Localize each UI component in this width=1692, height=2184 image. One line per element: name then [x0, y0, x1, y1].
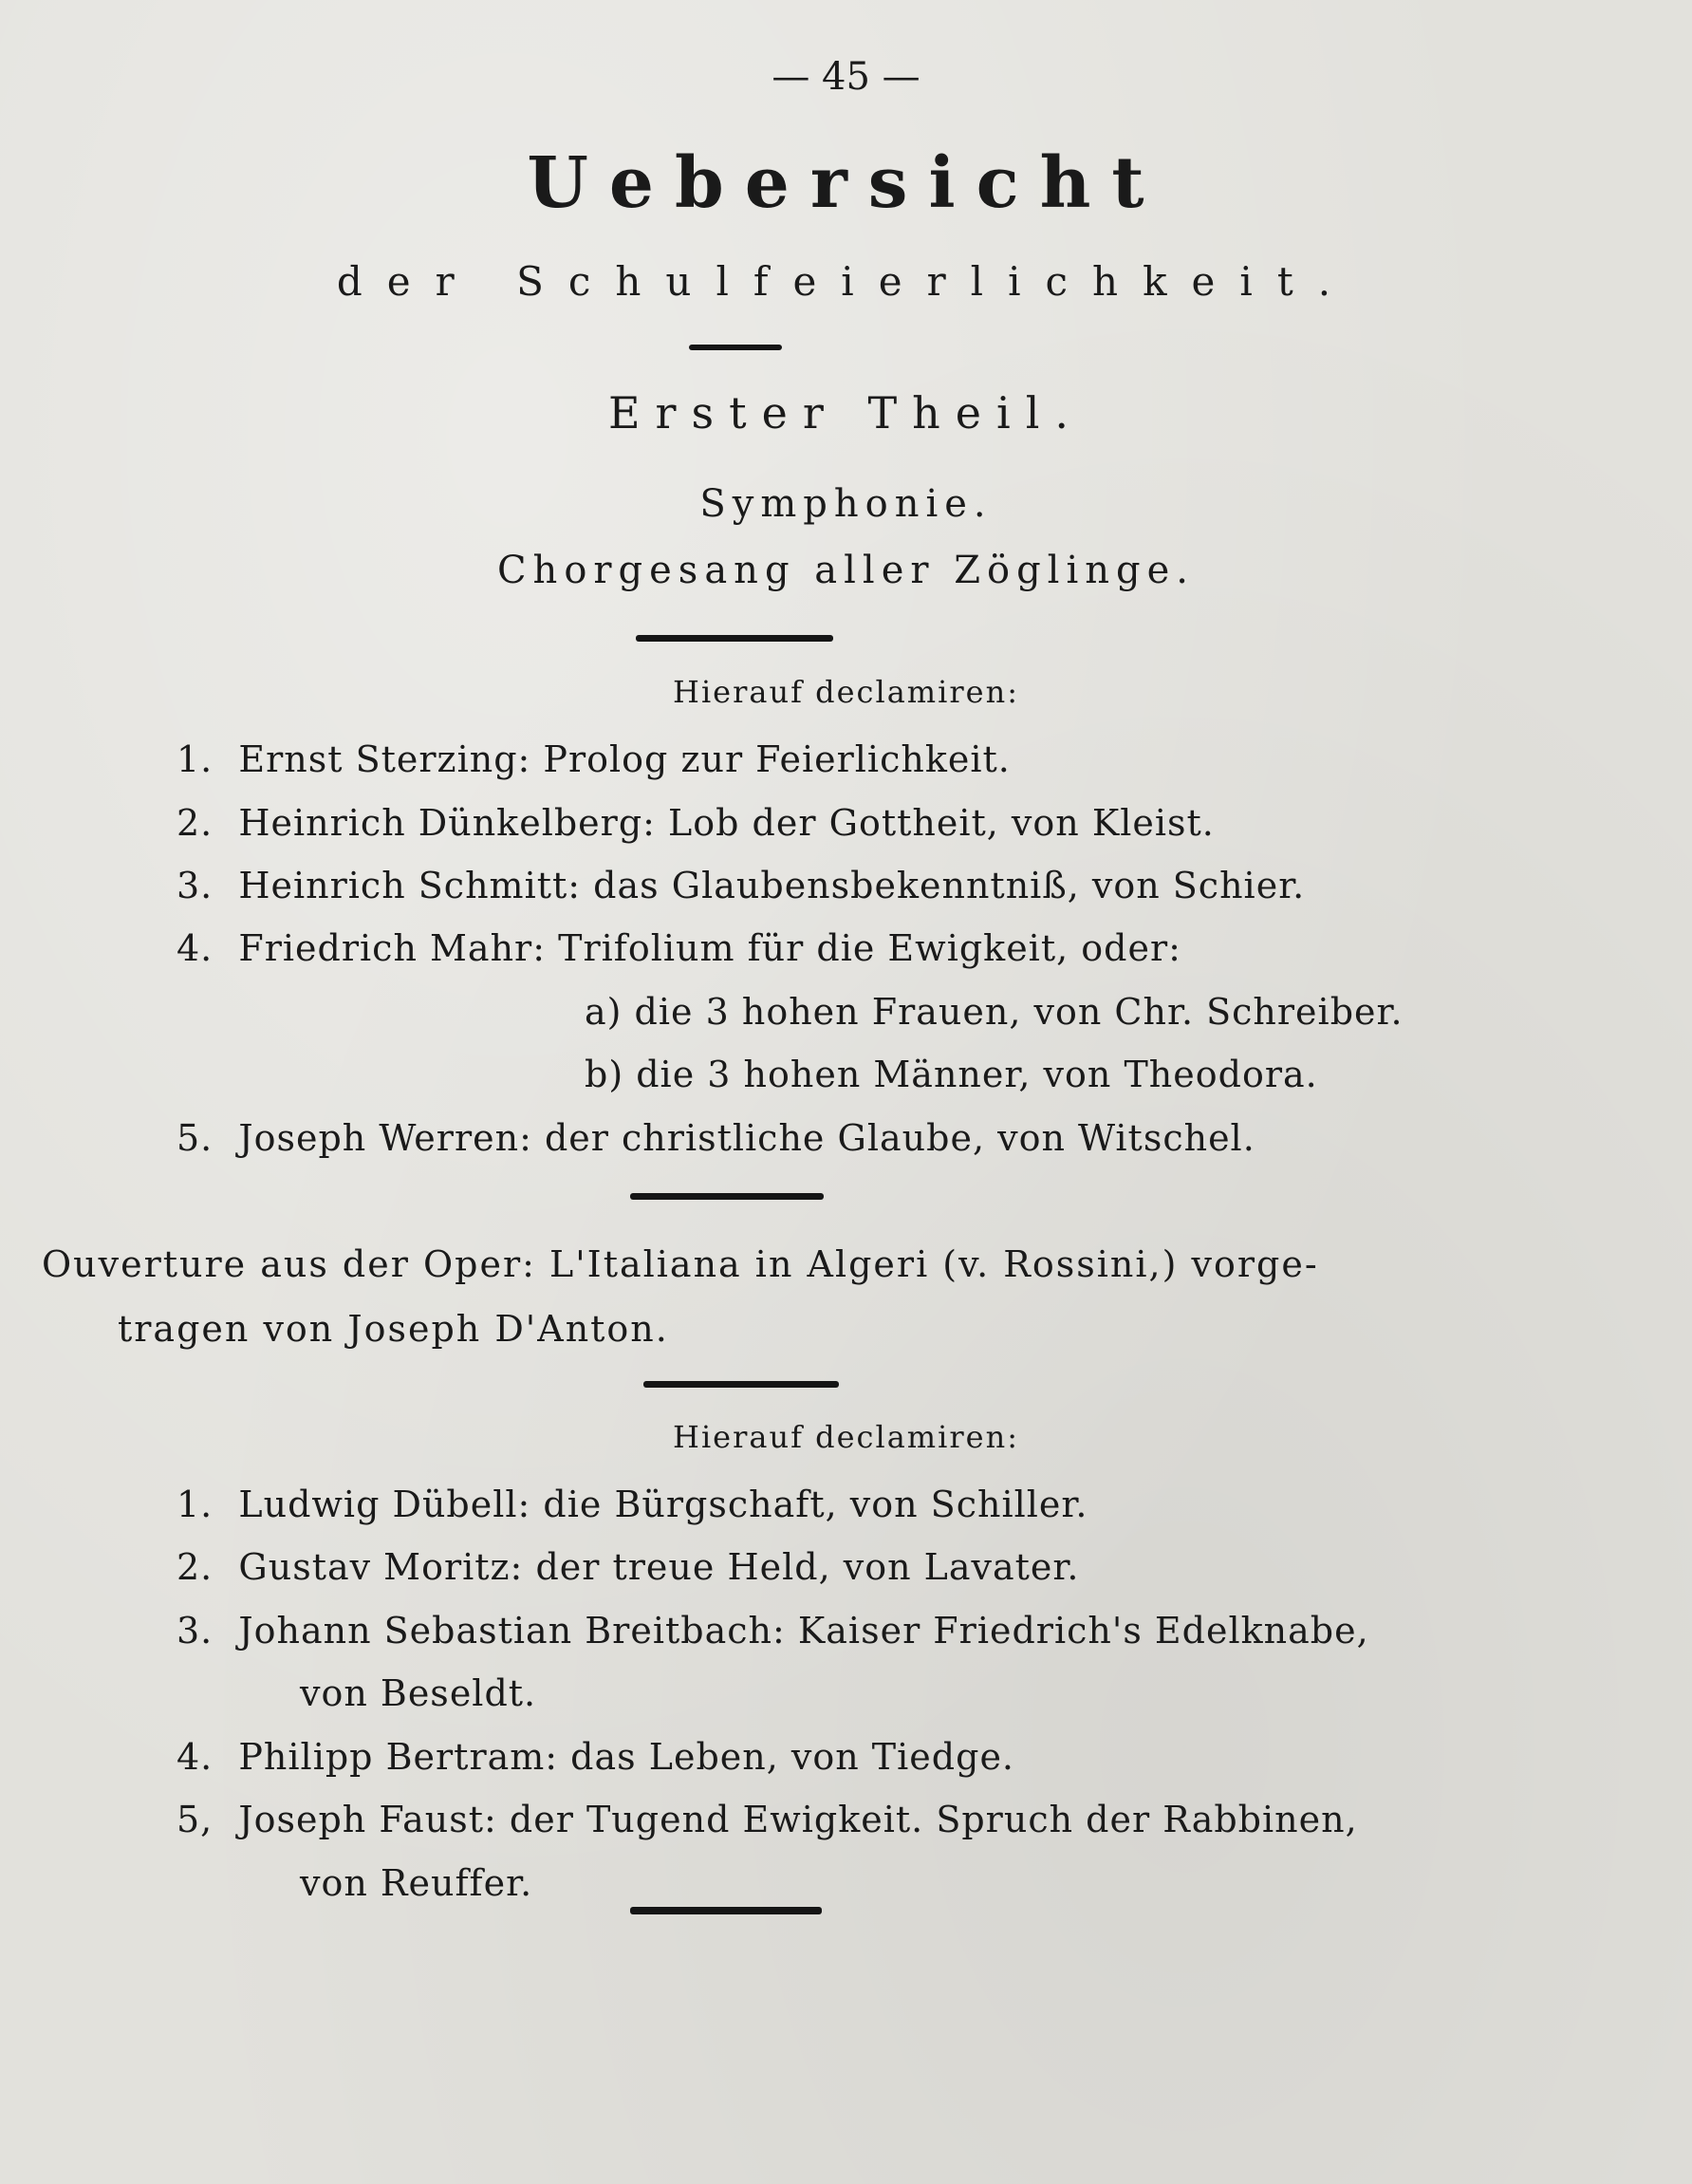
list-subitem [585, 991, 1404, 1033]
overture-line-1: Ouverture aus der Oper: L'Italiana in Algeri (v. Rossini,) vorge- [42, 1243, 1319, 1285]
list-item-continuation [300, 1672, 536, 1714]
program-symphonie: Symphonie. [699, 482, 993, 526]
list-subitem [585, 1054, 1318, 1095]
section-intro: Hierauf declamiren: [673, 1419, 1019, 1455]
list-item [177, 1799, 1358, 1840]
item-number: 3. [177, 1610, 214, 1652]
divider-rule [636, 635, 833, 642]
item-number: 5, [177, 1799, 214, 1840]
list-item [177, 1546, 1079, 1588]
item-text: Joseph Faust: der Tugend Ewigkeit. Spruch der Rabbinen, [238, 1799, 1358, 1840]
program-choir: Chorgesang aller Zöglinge. [496, 549, 1196, 592]
item-number: 4. [177, 1736, 214, 1778]
item-text: Philipp Bertram: das Leben, von Tiedge. [238, 1736, 1015, 1778]
item-number: 5. [177, 1117, 214, 1159]
list-item [177, 1736, 1014, 1778]
item-text: Joseph Werren: der christliche Glaube, von Witschel. [238, 1117, 1255, 1159]
part-heading: Erster Theil. [607, 387, 1085, 439]
page-subtitle: der Schulfeierlichkeit. [336, 258, 1356, 305]
item-text: Johann Sebastian Breitbach: Kaiser Friedrich's Edelknabe, [238, 1610, 1369, 1652]
page-number: — 45 — [772, 55, 920, 99]
divider-rule [689, 345, 782, 350]
page-title: Uebersicht [527, 142, 1165, 224]
item-text: Ludwig Dübell: die Bürgschaft, von Schiller. [238, 1484, 1088, 1525]
divider-rule [630, 1193, 824, 1200]
divider-rule [643, 1381, 839, 1388]
item-text: Gustav Moritz: der treue Held, von Lavater. [238, 1546, 1080, 1588]
item-number: 2. [177, 802, 214, 844]
item-number: 1. [177, 738, 214, 780]
list-item [177, 1610, 1369, 1652]
list-item-continuation [300, 1862, 532, 1904]
divider-rule [630, 1907, 822, 1914]
item-text: b) die 3 hohen Männer, von Theodora. [585, 1054, 1318, 1095]
item-number: 4. [177, 927, 214, 969]
section-intro: Hierauf declamiren: [673, 674, 1019, 710]
item-number: 1. [177, 1484, 214, 1525]
item-number: 2. [177, 1546, 214, 1588]
item-text: von Beseldt. [300, 1672, 537, 1714]
item-text: von Reuffer. [300, 1862, 533, 1904]
list-item [177, 865, 1305, 906]
item-text: Heinrich Schmitt: das Glaubensbekenntniß, von Schier. [238, 865, 1306, 906]
list-item [177, 1484, 1088, 1525]
list-item [177, 1117, 1255, 1159]
list-item [177, 802, 1215, 844]
item-text: Ernst Sterzing: Prolog zur Feierlichkeit. [238, 738, 1011, 780]
item-text: Heinrich Dünkelberg: Lob der Gottheit, von Kleist. [238, 802, 1215, 844]
item-text: a) die 3 hohen Frauen, von Chr. Schreiber. [585, 991, 1404, 1033]
overture-line-2: tragen von Joseph D'Anton. [118, 1308, 669, 1350]
item-text: Friedrich Mahr: Trifolium für die Ewigkeit, oder: [238, 927, 1181, 969]
list-item [177, 927, 1181, 969]
item-number: 3. [177, 865, 214, 906]
list-item [177, 738, 1011, 780]
